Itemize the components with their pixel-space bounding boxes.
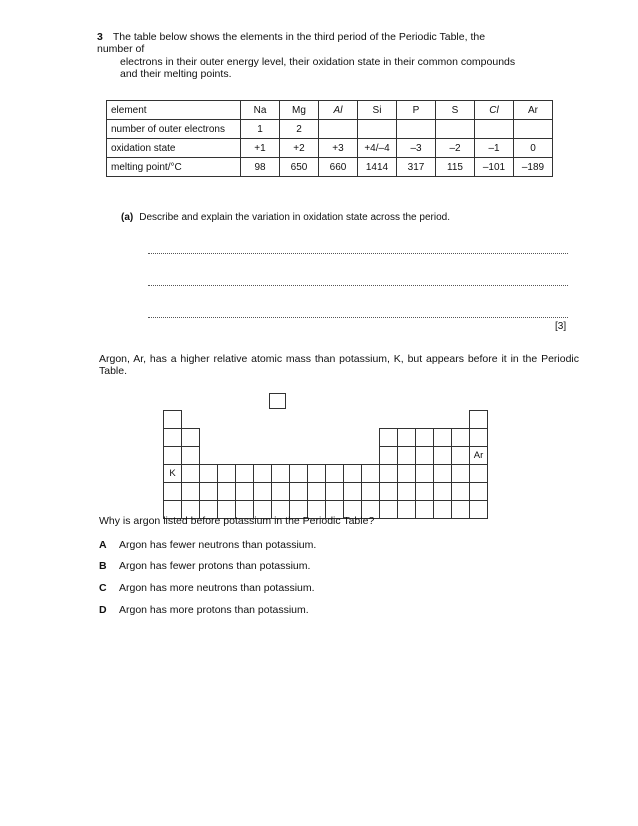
pt-cell [433,482,452,501]
pt-cell [469,482,488,501]
row-label: oxidation state [107,139,241,158]
row-label: element [107,101,241,120]
argon-paragraph: Argon, Ar, has a higher relative atomic mass than potassium, K, but appears before it in the Periodic Table. [99,353,579,377]
mcq-option-letter: C [99,582,107,594]
table-cell: Al [319,101,358,120]
mcq-option-letter: B [99,560,107,572]
pt-cell [379,482,398,501]
mcq-option-a[interactable] [99,539,316,551]
table-cell: Si [358,101,397,120]
table-cell: 115 [436,158,475,177]
mcq-option-text: Argon has fewer protons than potassium. [119,560,311,572]
pt-cell [325,482,344,501]
table-cell: +2 [280,139,319,158]
table-cell: Cl [475,101,514,120]
pt-cell [289,464,308,483]
pt-cell [415,482,434,501]
table-cell: 660 [319,158,358,177]
pt-cell [451,500,470,519]
question-number: 3 [97,31,103,43]
table-cell [397,120,436,139]
pt-cell [199,464,218,483]
pt-cell-k: K [163,464,182,483]
pt-cell [163,410,182,429]
standalone-box [269,393,286,409]
table-cell: –2 [436,139,475,158]
mcq-option-text: Argon has more protons than potassium. [119,604,309,616]
pt-cell [397,428,416,447]
pt-cell [343,482,362,501]
table-row [107,101,553,120]
answer-line-1[interactable] [148,253,568,254]
pt-cell [361,464,380,483]
table-cell: –3 [397,139,436,158]
pt-cell [415,446,434,465]
pt-cell [181,482,200,501]
pt-cell [307,464,326,483]
pt-cell [433,464,452,483]
pt-cell [379,428,398,447]
pt-cell [235,464,254,483]
row-label: melting point/°C [107,158,241,177]
pt-cell [253,482,272,501]
answer-line-3[interactable] [148,317,568,318]
table-row [107,139,553,158]
row-label: number of outer electrons [107,120,241,139]
table-cell [475,120,514,139]
pt-cell-ar: Ar [469,446,488,465]
part-a-text: Describe and explain the variation in oxidation state across the period. [139,212,450,223]
pt-cell [163,428,182,447]
pt-cell [415,500,434,519]
pt-cell [289,482,308,501]
mcq-option-d[interactable] [99,604,309,616]
pt-cell [397,500,416,519]
part-a-prompt [121,212,450,223]
table-cell: Mg [280,101,319,120]
table-cell [319,120,358,139]
pt-cell [181,464,200,483]
table-cell: –101 [475,158,514,177]
table-cell: 98 [241,158,280,177]
table-cell: –1 [475,139,514,158]
part-a-marks: [3] [555,321,567,332]
pt-cell [307,482,326,501]
table-cell: +4/–4 [358,139,397,158]
question-intro-line4: and their melting points. [120,68,232,80]
pt-cell [469,428,488,447]
mcq-option-letter: A [99,539,107,551]
pt-cell [469,464,488,483]
pt-cell [415,464,434,483]
pt-cell [451,464,470,483]
table-cell [436,120,475,139]
table-cell: +3 [319,139,358,158]
mcq-option-text: Argon has fewer neutrons than potassium. [119,539,317,551]
table-cell: –189 [514,158,553,177]
table-cell: 0 [514,139,553,158]
pt-cell [379,446,398,465]
table-cell: 1 [241,120,280,139]
pt-cell [433,446,452,465]
pt-cell [451,482,470,501]
pt-cell [397,482,416,501]
answer-line-2[interactable] [148,285,568,286]
mcq-option-b[interactable] [99,560,310,572]
table-cell: 1414 [358,158,397,177]
mcq-option-c[interactable] [99,582,315,594]
mcq-option-letter: D [99,604,107,616]
pt-cell [397,446,416,465]
table-cell: 650 [280,158,319,177]
pt-cell [469,410,488,429]
pt-cell [163,446,182,465]
pt-cell [451,428,470,447]
table-cell: Ar [514,101,553,120]
mcq-option-text: Argon has more neutrons than potassium. [119,582,315,594]
pt-cell [217,482,236,501]
pt-cell [181,446,200,465]
pt-cell [379,464,398,483]
table-cell: 2 [280,120,319,139]
question-intro-line3: electrons in their outer energy level, their oxidation state in their common compounds [120,56,516,68]
pt-cell [451,446,470,465]
pt-cell [235,482,254,501]
table-cell: Na [241,101,280,120]
period3-table [106,100,553,177]
table-cell: 317 [397,158,436,177]
pt-cell [199,482,218,501]
pt-cell [217,464,236,483]
part-a-letter: (a) [121,212,134,223]
pt-cell [271,482,290,501]
pt-cell [181,428,200,447]
question-intro [97,31,485,43]
pt-cell [343,464,362,483]
pt-cell [397,464,416,483]
question-intro-line2: number of [97,43,145,55]
table-row [107,158,553,177]
table-cell: S [436,101,475,120]
pt-cell [469,500,488,519]
question-intro-line1: The table below shows the elements in the third period of the Periodic Table, the [112,31,486,43]
mcq-question: Why is argon listed before potassium in the Periodic Table? [99,515,375,527]
pt-cell [163,482,182,501]
table-cell [514,120,553,139]
pt-cell [253,464,272,483]
table-cell [358,120,397,139]
pt-cell [361,482,380,501]
table-row [107,120,553,139]
table-cell: P [397,101,436,120]
table-cell: +1 [241,139,280,158]
pt-cell [271,464,290,483]
pt-cell [379,500,398,519]
pt-cell [325,464,344,483]
pt-cell [415,428,434,447]
pt-cell [433,428,452,447]
pt-cell [433,500,452,519]
